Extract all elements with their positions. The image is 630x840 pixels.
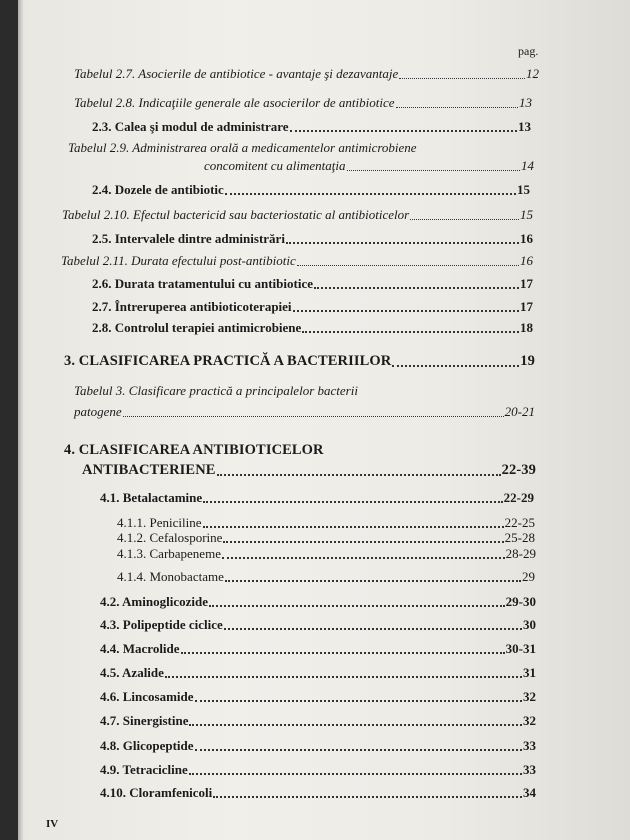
toc-entry-page: 30-31 xyxy=(505,641,536,656)
toc-entry-label: Tabelul 2.8. Indicaţiile generale ale asocierilor de antibiotice xyxy=(74,95,395,110)
toc-entry-label-line2: patogene xyxy=(74,404,122,419)
toc-entry-page: 22-29 xyxy=(503,490,534,505)
toc-entry[interactable] xyxy=(117,569,535,585)
toc-entry-label-line1: Tabelul 3. Clasificare practică a principalelor bacterii xyxy=(74,383,358,398)
table-of-contents xyxy=(18,0,630,840)
leader-dots xyxy=(410,219,519,220)
toc-chapter-page: 22-39 xyxy=(501,462,536,478)
toc-entry-page: 32 xyxy=(523,713,536,728)
toc-entry[interactable] xyxy=(74,66,539,82)
toc-entry-label: 4.8. Glicopeptide xyxy=(100,738,194,753)
toc-entry-page: 17 xyxy=(520,299,533,314)
toc-entry-page: 33 xyxy=(523,762,536,777)
toc-entry-label: 2.5. Intervalele dintre administrări xyxy=(92,231,285,246)
toc-entry-label: 4.5. Azalide xyxy=(100,665,164,680)
leader-dots xyxy=(213,796,522,798)
toc-entry[interactable] xyxy=(100,594,536,610)
toc-entry-label-line2: concomitent cu alimentaţia xyxy=(204,158,346,173)
leader-dots xyxy=(302,331,519,333)
toc-chapter-page: 19 xyxy=(520,353,535,369)
toc-entry[interactable] xyxy=(117,515,535,531)
toc-entry[interactable] xyxy=(100,785,536,801)
book-page xyxy=(18,0,630,840)
toc-entry-label: 4.7. Sinergistine xyxy=(100,713,189,728)
leader-dots xyxy=(203,501,502,503)
leader-dots xyxy=(222,557,505,559)
leader-dots xyxy=(165,676,522,678)
toc-entry[interactable] xyxy=(61,253,533,269)
toc-entry-page: 29 xyxy=(522,569,535,584)
toc-entry[interactable] xyxy=(92,182,530,198)
toc-entry-label: 2.7. Întreruperea antibioticoterapiei xyxy=(92,299,292,314)
toc-entry-label: 2.6. Durata tratamentului cu antibiotice xyxy=(92,276,313,291)
toc-entry[interactable] xyxy=(204,158,534,174)
page-column-header: pag. xyxy=(518,44,539,58)
leader-dots xyxy=(396,107,519,108)
toc-entry[interactable] xyxy=(100,490,534,506)
toc-entry-page: 30 xyxy=(523,617,536,632)
leader-dots xyxy=(286,242,519,244)
leader-dots xyxy=(195,749,522,751)
leader-dots xyxy=(347,170,520,171)
leader-dots xyxy=(225,580,521,582)
toc-entry[interactable] xyxy=(92,320,533,336)
toc-entry-page: 14 xyxy=(521,158,534,173)
leader-dots xyxy=(223,541,503,543)
toc-entry-page: 17 xyxy=(520,276,533,291)
toc-entry-label: 2.8. Controlul terapiei antimicrobiene xyxy=(92,320,302,335)
toc-entry[interactable] xyxy=(92,119,531,135)
toc-entry-label: Tabelul 2.10. Efectul bactericid sau bacteriostatic al antibioticelor xyxy=(62,207,410,222)
toc-entry-label: 4.6. Lincosamide xyxy=(100,689,194,704)
toc-entry-page: 34 xyxy=(523,785,536,800)
toc-entry-page: 12 xyxy=(526,66,539,81)
toc-entry-label: 2.3. Calea şi modul de administrare xyxy=(92,119,289,134)
toc-chapter-label: 3. CLASIFICAREA PRACTICĂ A BACTERIILOR xyxy=(64,353,392,369)
leader-dots xyxy=(203,526,504,528)
leader-dots xyxy=(392,365,519,367)
toc-entry-label: 4.4. Macrolide xyxy=(100,641,180,656)
toc-entry-label: 4.1.4. Monobactame xyxy=(117,569,224,584)
page-number: IV xyxy=(46,818,59,830)
toc-entry-page: 16 xyxy=(520,231,533,246)
toc-entry-label: 4.1. Betalactamine xyxy=(100,490,203,505)
toc-entry[interactable] xyxy=(100,762,536,778)
leader-dots xyxy=(209,605,505,607)
leader-dots xyxy=(123,416,504,417)
toc-entry-page: 13 xyxy=(518,119,531,134)
toc-entry-label: 2.4. Dozele de antibiotic xyxy=(92,182,224,197)
toc-entry-label: 4.1.1. Peniciline xyxy=(117,515,202,530)
toc-entry[interactable] xyxy=(117,546,536,562)
toc-entry[interactable] xyxy=(92,231,533,247)
toc-entry-label: Tabelul 2.7. Asocierile de antibiotice - avantaje şi dezavantaje xyxy=(74,66,399,81)
leader-dots xyxy=(290,130,517,132)
leader-dots xyxy=(314,287,519,289)
toc-chapter-label-line2: ANTIBACTERIENE xyxy=(82,462,216,478)
toc-entry-page: 25-28 xyxy=(504,530,535,545)
leader-dots xyxy=(189,773,522,775)
toc-entry-page: 18 xyxy=(520,320,533,335)
toc-entry-page: 22-25 xyxy=(504,515,535,530)
toc-entry-page: 29-30 xyxy=(505,594,536,609)
toc-entry-page: 13 xyxy=(519,95,532,110)
toc-entry-page: 32 xyxy=(523,689,536,704)
toc-entry-page: 28-29 xyxy=(505,546,536,561)
toc-chapter-label-line1: 4. CLASIFICAREA ANTIBIOTICELOR xyxy=(64,442,324,458)
toc-entry-page: 15 xyxy=(520,207,533,222)
toc-entry[interactable] xyxy=(100,738,536,754)
toc-entry[interactable] xyxy=(100,641,536,657)
toc-entry-label: 4.1.3. Carbapeneme xyxy=(117,546,221,561)
toc-entry-page: 33 xyxy=(523,738,536,753)
toc-entry-label: 4.10. Cloramfenicoli xyxy=(100,785,213,800)
toc-entry[interactable] xyxy=(92,299,533,315)
toc-entry-label-line1: Tabelul 2.9. Administrarea orală a medicamentelor antimicrobiene xyxy=(68,140,417,155)
toc-chapter[interactable] xyxy=(82,462,536,479)
toc-entry[interactable] xyxy=(100,689,536,705)
leader-dots xyxy=(224,628,522,630)
leader-dots xyxy=(293,310,519,312)
toc-entry[interactable] xyxy=(100,713,536,729)
toc-entry-page: 16 xyxy=(520,253,533,268)
toc-entry[interactable] xyxy=(100,617,536,633)
toc-chapter[interactable] xyxy=(64,353,535,370)
toc-entry[interactable] xyxy=(74,404,535,420)
leader-dots xyxy=(297,265,519,266)
toc-entry-label: Tabelul 2.11. Durata efectului post-antibiotic xyxy=(61,253,296,268)
toc-entry-page: 20-21 xyxy=(504,404,535,419)
leader-dots xyxy=(181,652,505,654)
leader-dots xyxy=(195,700,522,702)
leader-dots xyxy=(189,724,522,726)
toc-entry-page: 31 xyxy=(523,665,536,680)
toc-entry-label: 4.1.2. Cefalosporine xyxy=(117,530,223,545)
toc-entry-label: 4.3. Polipeptide ciclice xyxy=(100,617,223,632)
toc-entry-page: 15 xyxy=(517,182,530,197)
toc-entry[interactable] xyxy=(117,530,535,546)
toc-entry[interactable] xyxy=(100,665,536,681)
leader-dots xyxy=(217,474,501,476)
toc-entry[interactable] xyxy=(92,276,533,292)
leader-dots xyxy=(399,78,525,79)
toc-entry[interactable] xyxy=(62,207,533,223)
leader-dots xyxy=(225,193,516,195)
toc-entry-label: 4.2. Aminoglicozide xyxy=(100,594,208,609)
toc-entry-label: 4.9. Tetracicline xyxy=(100,762,188,777)
toc-entry[interactable] xyxy=(74,95,532,111)
